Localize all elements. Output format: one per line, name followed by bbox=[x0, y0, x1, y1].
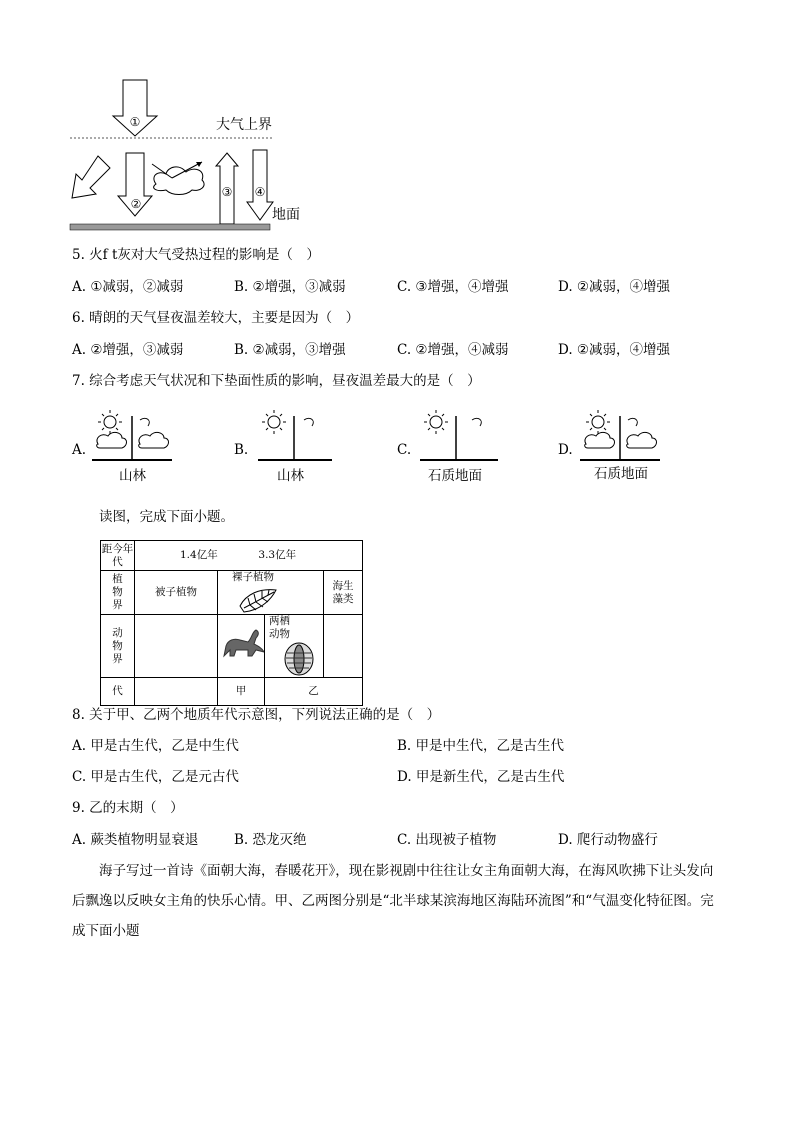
q7-option-d-letter[interactable]: D. bbox=[558, 442, 573, 458]
row-header-animals: 动物界 bbox=[101, 615, 135, 678]
year-2: 3.3亿年 bbox=[258, 549, 297, 561]
plant-gymnosperms: 裸子植物 bbox=[232, 571, 274, 583]
q8-option-d[interactable]: D. 甲是新生代，乙是古生代 bbox=[397, 769, 565, 785]
q7-option-b-diagram bbox=[252, 408, 342, 468]
q7-option-a-diagram bbox=[88, 408, 178, 468]
q9-option-b[interactable]: B. 恐龙灭绝 bbox=[234, 832, 307, 848]
plant-angiosperms: 被子植物 bbox=[135, 571, 218, 615]
era-yi: 乙 bbox=[265, 678, 363, 706]
animals-last-cell bbox=[324, 615, 363, 678]
q7-option-d-diagram bbox=[576, 408, 666, 468]
q8-stem: 8. 关于甲、乙两个地质年代示意图，下列说法正确的是（ ） bbox=[72, 707, 441, 723]
animals-empty-cell bbox=[135, 615, 218, 678]
q9-option-a[interactable]: A. 蕨类植物明显衰退 bbox=[72, 832, 199, 848]
ground-label: 地面 bbox=[272, 207, 300, 223]
q9-option-d[interactable]: D. 爬行动物盛行 bbox=[558, 832, 658, 848]
q5-stem: 5. 火f t灰对大气受热过程的影响是（ ） bbox=[72, 247, 320, 263]
q5-option-b[interactable]: B. ②增强，③减弱 bbox=[234, 279, 346, 295]
geologic-era-table bbox=[100, 540, 363, 706]
dinosaur-icon bbox=[218, 628, 264, 660]
q9-option-c[interactable]: C. 出现被子植物 bbox=[397, 832, 497, 848]
arrow-1-label: ① bbox=[129, 115, 141, 129]
fern-fossil-icon bbox=[236, 584, 280, 614]
row-header-years: 距今年代 bbox=[101, 541, 135, 571]
trilobite-icon bbox=[279, 641, 319, 677]
q6-option-a[interactable]: A. ②增强，③减弱 bbox=[72, 342, 184, 358]
q7-option-b-letter[interactable]: B. bbox=[234, 442, 249, 458]
arrow-4-label: ④ bbox=[254, 185, 266, 199]
q7-option-d-surface: 石质地面 bbox=[594, 466, 648, 482]
q8-option-a[interactable]: A. 甲是古生代，乙是中生代 bbox=[72, 738, 239, 754]
q5-option-c[interactable]: C. ③增强，④增强 bbox=[397, 279, 509, 295]
q7-option-a-letter[interactable]: A. bbox=[72, 442, 87, 458]
upper-atmosphere-label: 大气上界 bbox=[216, 117, 272, 133]
era-empty-cell bbox=[135, 678, 218, 706]
table-intro: 读图，完成下面小题。 bbox=[99, 509, 234, 525]
animal-amphibians: 两栖动物 bbox=[269, 615, 290, 640]
passage-text: 海子写过一首诗《面朝大海，春暖花开》，现在影视剧中往往让女主角面朝大海，在海风吹拂下让头发向后飘逸以反映女主角的快乐心情。甲、乙两图分别是“北半球某滨海地区海陆环流图”和“气温变化特征图。完成下面小题 bbox=[72, 863, 714, 939]
q7-option-c-surface: 石质地面 bbox=[428, 468, 482, 484]
q8-option-b[interactable]: B. 甲是中生代，乙是古生代 bbox=[397, 738, 565, 754]
q7-stem: 7. 综合考虑天气状况和下垫面性质的影响，昼夜温差最大的是（ ） bbox=[72, 373, 481, 389]
q7-option-c-letter[interactable]: C. bbox=[397, 442, 412, 458]
ground-strip bbox=[70, 224, 270, 230]
row-header-era: 代 bbox=[101, 678, 135, 706]
q7-option-b-surface: 山林 bbox=[277, 468, 304, 484]
q5-option-d[interactable]: D. ②减弱，④增强 bbox=[558, 279, 671, 295]
row-header-plants: 植物界 bbox=[101, 571, 135, 615]
plant-marine-algae: 海生藻类 bbox=[324, 571, 363, 615]
q7-option-a-surface: 山林 bbox=[119, 468, 146, 484]
arrow-2-label: ② bbox=[130, 197, 142, 211]
q9-stem: 9. 乙的末期（ ） bbox=[72, 800, 184, 816]
cloud bbox=[154, 167, 204, 195]
q6-option-d[interactable]: D. ②减弱，④增强 bbox=[558, 342, 671, 358]
era-jia: 甲 bbox=[218, 678, 265, 706]
q7-option-c-diagram bbox=[414, 408, 504, 468]
year-1: 1.4亿年 bbox=[180, 549, 218, 561]
q6-option-c[interactable]: C. ②增强，④减弱 bbox=[397, 342, 509, 358]
q6-option-b[interactable]: B. ②减弱，③增强 bbox=[234, 342, 346, 358]
arrow-reflected bbox=[72, 156, 110, 198]
q8-option-c[interactable]: C. 甲是古生代，乙是元古代 bbox=[72, 769, 239, 785]
arrow-3-label: ③ bbox=[221, 185, 233, 199]
q6-stem: 6. 晴朗的天气昼夜温差较大，主要是因为（ ） bbox=[72, 310, 360, 326]
q5-option-a[interactable]: A. ①减弱，②减弱 bbox=[72, 279, 184, 295]
